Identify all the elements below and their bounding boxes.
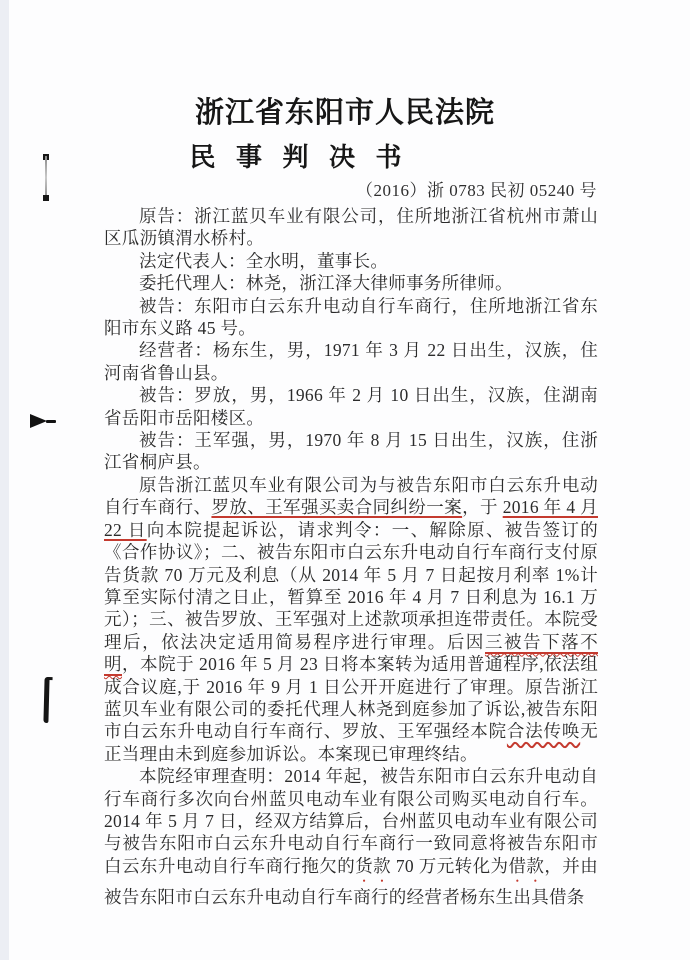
text-run: 委托代理人：林尧，浙江泽大律师事务所律师。: [139, 273, 513, 294]
red-annotation-underline: 2016 年 4 月 22 日: [104, 497, 598, 540]
red-annotation-dots: 货款: [355, 855, 392, 876]
text-run: 原告浙江蓝贝车业有限公司为与被告东阳市白云东升电动自行车商行、: [104, 474, 598, 518]
text-run: 被告：王军强，男，1970 年 8 月 15 日出生，汉族，住浙江省桐庐县。: [104, 430, 598, 473]
text-run: 无正当理由未到庭参加诉讼。本案现已审理终结。: [104, 721, 598, 764]
paragraph: [104, 250, 598, 272]
paragraph: [104, 765, 598, 908]
staple-bottom-dot: [43, 195, 49, 201]
paragraph: [104, 295, 598, 340]
red-annotation-wavy: 合法传唤: [506, 721, 581, 742]
red-annotation-dots: 借款: [508, 855, 545, 876]
arrow-right-margin-icon: [30, 414, 58, 428]
text-run: 本院经审理查明：2014 年起，被告东阳市白云东升电动自行车商行多次向台州蓝贝电动车业有限公司购买电动自行车。2014 年 5 月 7 日，经双方结算后，台州蓝贝电动车业有限公司与被告东阳市白云东升电动自行车商行一致同意将被告东阳市白云东升电动自行车商行拖欠的: [104, 766, 598, 876]
arrow-tail: [46, 420, 56, 423]
text-run: 70 万元转化为: [391, 855, 509, 876]
red-annotation-double-underline: 三被告下落不明: [104, 631, 598, 675]
paragraph: [104, 384, 598, 429]
text-run: 原告：浙江蓝贝车业有限公司，住所地浙江省杭州市萧山区瓜沥镇渭水桥村。: [104, 206, 598, 249]
text-run: ，并由被告东阳市白云东升电动自行车商行的经营者杨东生出具借条: [104, 855, 599, 907]
paragraph: [104, 205, 598, 250]
text-run: 法定代表人：全水明，董事长。: [139, 250, 389, 271]
paragraph: [104, 272, 598, 294]
court-name: 浙江省东阳市人民法院: [194, 97, 495, 129]
arrow-triangle: [30, 414, 47, 428]
document-title: 民 事 判 决 书: [189, 143, 409, 172]
paragraph: [104, 474, 598, 765]
paragraph: [104, 429, 598, 474]
text-run: 被告：罗放，男，1966 年 2 月 10 日出生，汉族，住湖南省岳阳市岳阳楼区。: [104, 385, 598, 428]
document-body: [104, 205, 598, 908]
text-run: 被告：东阳市白云东升电动自行车商行，住所地浙江省东阳市东义路 45 号。: [104, 295, 598, 339]
bracket-margin-mark-icon: [43, 677, 49, 723]
red-annotation-underline: 罗放、王军强买卖合同纠纷一案: [211, 497, 463, 518]
text-run: 向本院提起诉讼，请求判令：一、解除原、被告签订的《合作协议》；二、被告东阳市白云东升电动自行车商行支付原告货款 70 万元及利息（从 2014 年 5 月 7 日起按月利率 1%计算至实际付清之日止，暂算至 2016 年 4 月 7 日利息为 16.1 万元）；三、被告罗放、王军强对上述款项承担连带责任。本院受理后，依法决定适用简易程序进行审理。后因: [104, 519, 599, 652]
text-run: 经营者：杨东生，男，1971 年 3 月 22 日出生，汉族，住河南省鲁山县。: [104, 340, 598, 383]
case-number: （2016）浙 0783 民初 05240 号: [356, 181, 597, 200]
paragraph: [104, 339, 598, 384]
text-run: ，本院于 2016 年 5 月 23 日将本案转为适用普通程序,依法组成合议庭,于 2016 年 9 月 1 日公开开庭进行了审理。原告浙江蓝贝车业有限公司的委托代理人林尧到庭参加了诉讼,被告东阳市白云东升电动自行车商行、罗放、王军强经本院: [104, 654, 598, 742]
text-run: ，于: [462, 497, 503, 518]
